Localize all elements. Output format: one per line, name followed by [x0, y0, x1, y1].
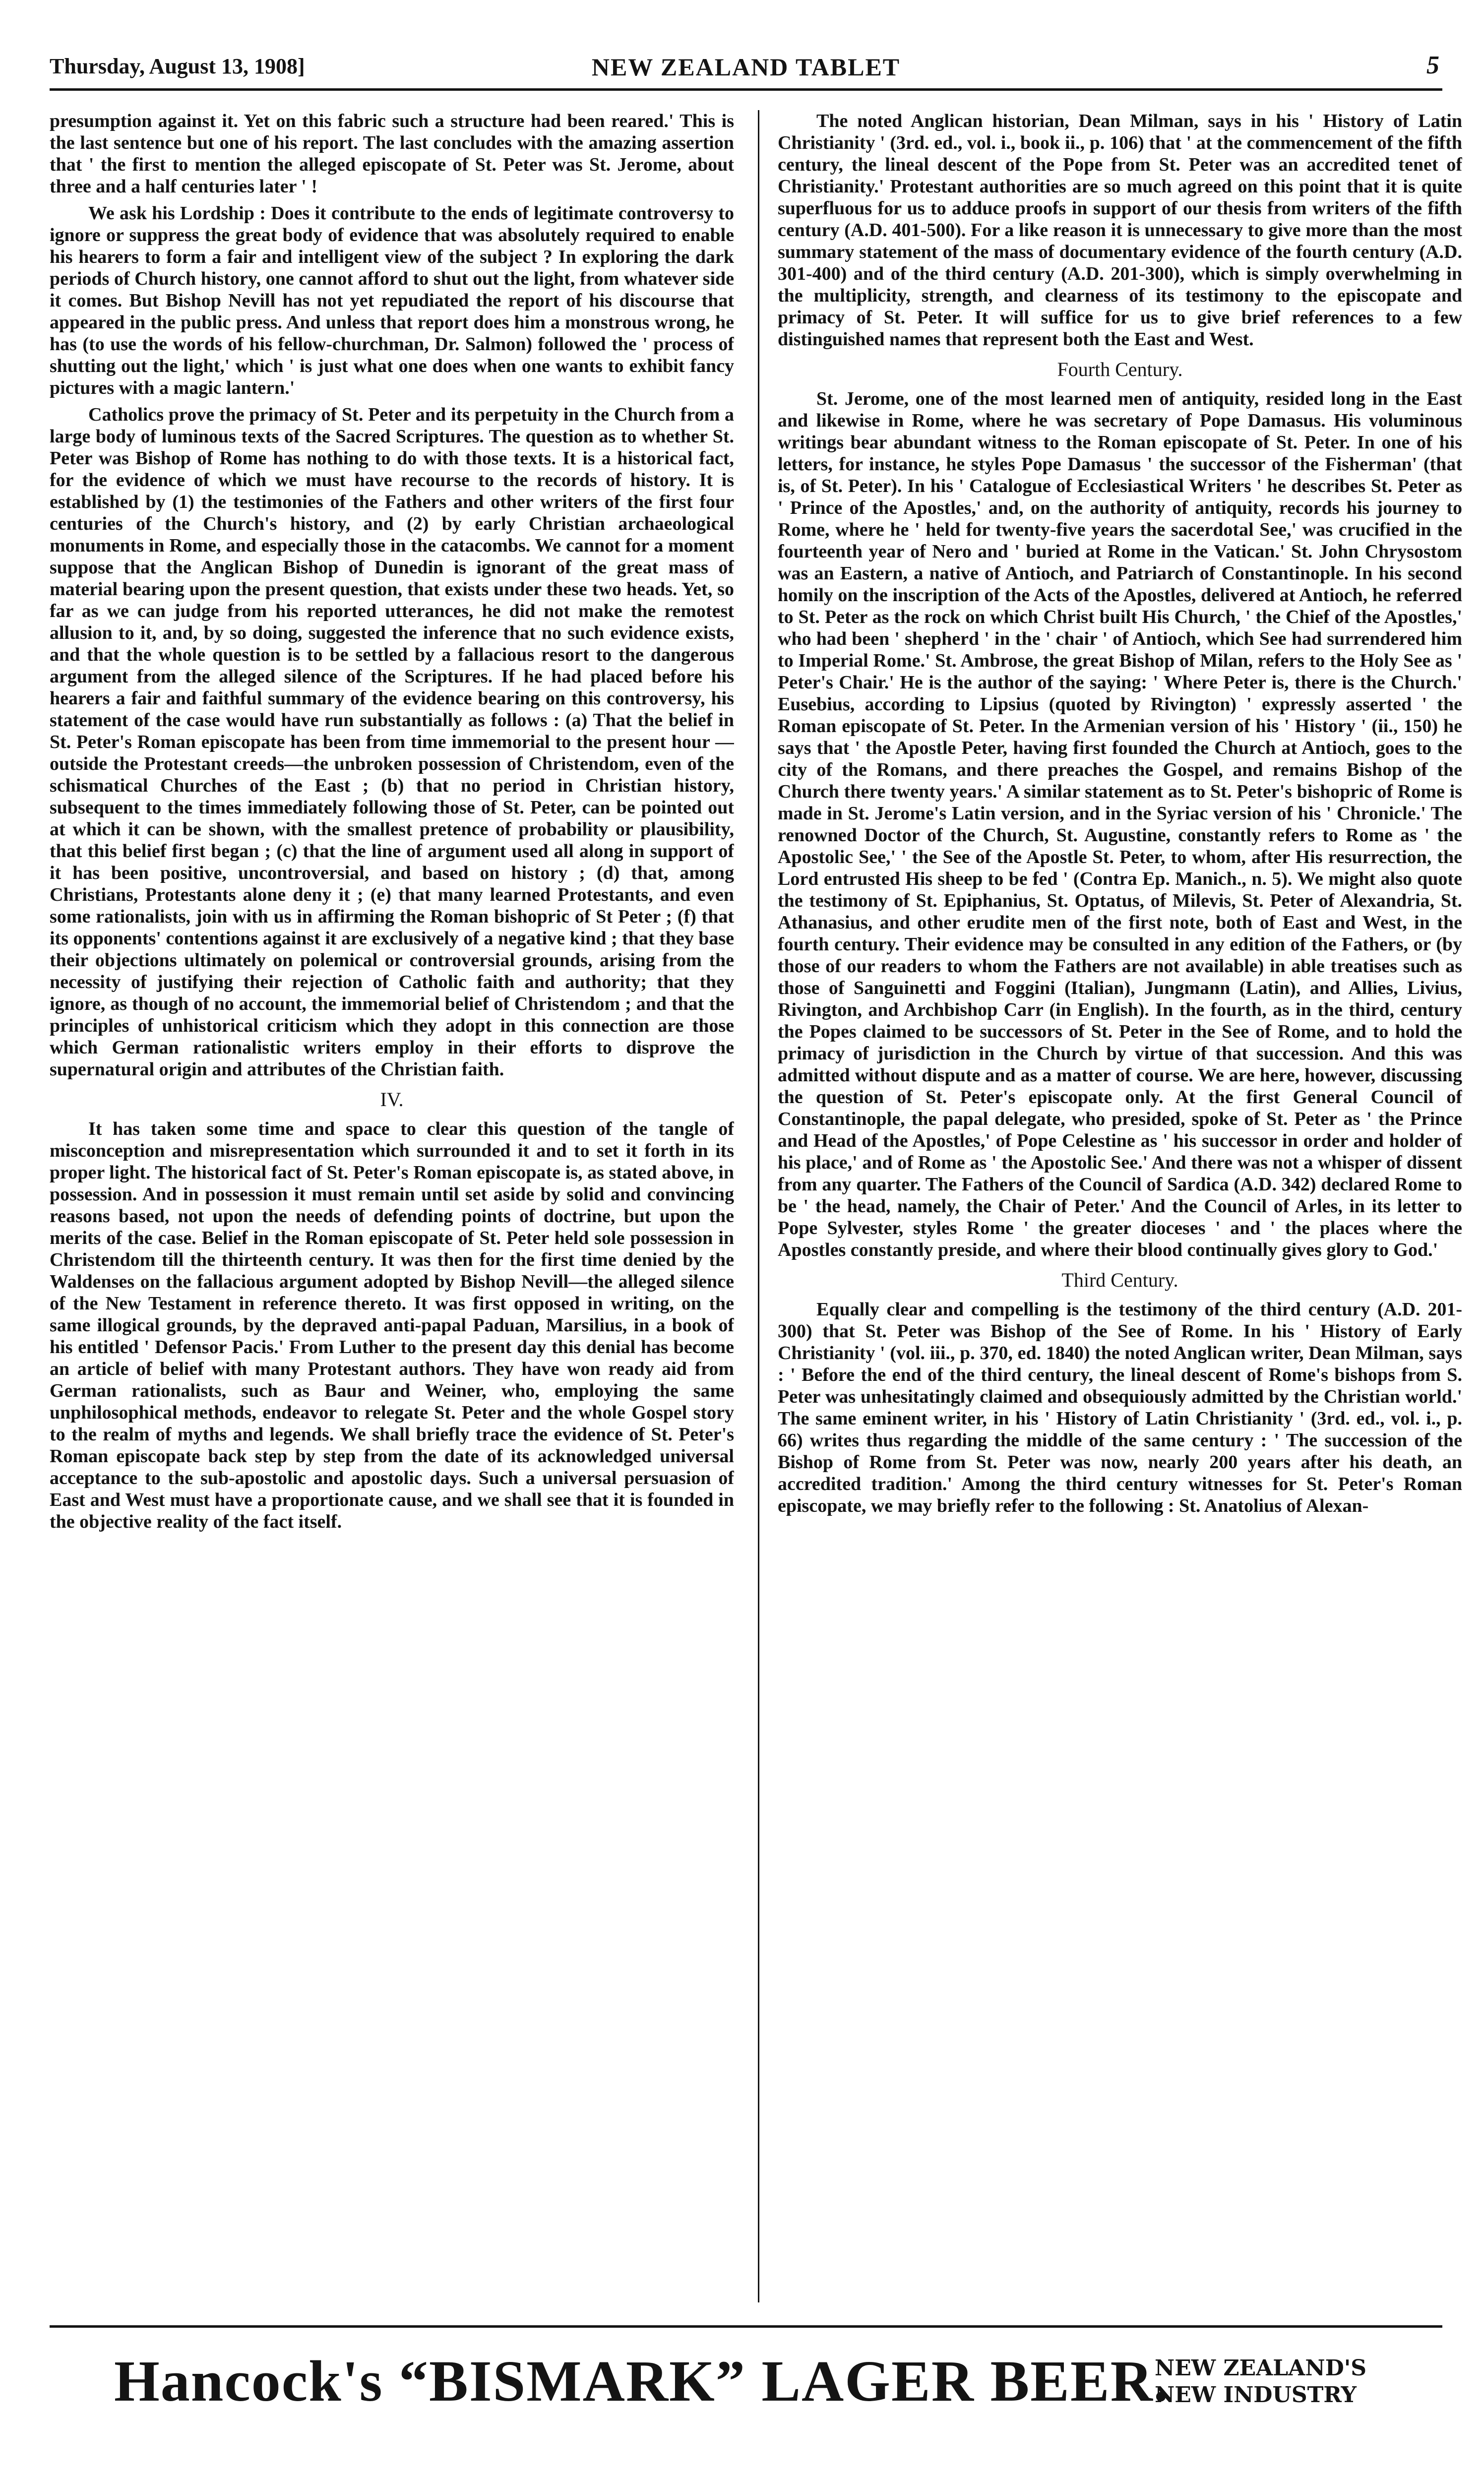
page-number: 5 — [1426, 51, 1439, 79]
section-heading: Fourth Century. — [1057, 358, 1183, 380]
paragraph: Equally clear and compelling is the testimony of the third century (A.D. 201-300) that St. Peter was Bishop of the See of Rome. In his ' History of Early Christianity ' (vol. iii., p. 370, ed. 1840) the noted Anglican writer, Dean Milman, says : ' Before the end of the third century, the lineal descent of Rome's bishops from S. Peter was unhesitatingly claimed and obsequiously admitted by the Christian world.' The same eminent writer, in his ' History of Latin Christianity ' (3rd. ed., vol. i., p. 66) writes thus regarding the middle of the same century : ' The succession of the Bishop of Rome from St. Peter was now, nearly 200 years after his death, an accredited tradition.' Among the third century witnesses for St. Peter's Roman episcopate, we may briefly refer to the following : St. Anatolius of Alexan- — [778, 1299, 1462, 1516]
advertisement-banner — [50, 2340, 1442, 2429]
tagline-line: NEW INDUSTRY — [1155, 2382, 1357, 2408]
column-divider — [758, 110, 759, 2302]
paragraph: It has taken some time and space to clear this question of the tangle of misconception and misrepresentation which surrounded it and to set it forth in its proper light. The historical fact of St. Peter's Roman episcopate is, as stated above, in possession. And in possession it must remain until set aside by solid and convincing reasons based, not upon the needs of defending points of doctrine, but upon the merits of the case. Belief in the Roman episcopate of St. Peter held sole possession in Christendom till the thirteenth century. It was then for the first time denied by the Waldenses on the fallacious argument adopted by Bishop Nevill—the alleged silence of the New Testament in reference thereto. It was first opposed in writing, on the same illogical grounds, by the depraved anti-papal Paduan, Marsilius, in a book of his entitled ' Defensor Pacis.' From Luther to the present day this denial has become an article of belief with many Protestant authors. They have won ready aid from German rationalists, such as Baur and Weiner, who, employing the same unphilosophical methods, endeavor to relegate St. Peter and the whole Gospel story to the realm of myths and legends. We shall briefly trace the evidence of St. Peter's Roman episcopate back step by step from the date of its acknowledged universal acceptance to the sub-apostolic and apostolic days. Such a universal persuasion of East and West must have a proportionate cause, and we shall see that it is founded in the objective reality of the fact itself. — [50, 1118, 734, 1532]
advertisement-text: Hancock's “BISMARK” LAGER BEER. — [114, 2349, 1170, 2414]
right-column — [778, 110, 1462, 2302]
paragraph: The noted Anglican historian, Dean Milman, says in his ' History of Latin Christianity ' (3rd. ed., vol. i., book ii., p. 106) that ' at the commencement of the fifth century, the lineal descent of the Pope from St. Peter was an accredited tenet of Christianity.' Protestant authorities are so much agreed on this point that it is quite superfluous for us to adduce proofs in support of our thesis from writers of the fifth century (A.D. 401-500). For a like reason it is unnecessary to give more than the most summary statement of the mass of documentary evidence of the fourth century (A.D. 301-400) and of the third century (A.D. 201-300), which is simply overwhelming in the multiplicity, strength, and clearness of its testimony to the episcopate and primacy of St. Peter. It will suffice for us to give brief references to a few distinguished names that represent both the East and West. — [778, 111, 1462, 350]
paragraph: We ask his Lordship : Does it contribute to the ends of legitimate controversy to ignore or suppress the great body of evidence that was absolutely required to enable his hearers to form a fair and intelligent view of the subject ? In exploring the dark periods of Church history, one cannot afford to shut out the light, from whatever side it comes. But Bishop Nevill has not yet repudiated the report of his discourse that appeared in the public press. And unless that report does him a monstrous wrong, he has (to use the words of his fellow-churchman, Dr. Salmon) followed the ' process of shutting out the light,' which ' is just what one does when one wants to exhibit fancy pictures with a magic lantern.' — [50, 203, 734, 398]
paragraph: St. Jerome, one of the most learned men of antiquity, resided long in the East and likewise in Rome, where he was secretary of Pope Damasus. His voluminous writings bear abundant witness to the Roman episcopate of St. Peter. In one of his letters, for instance, he styles Pope Damasus ' the successor of the Fisherman' (that is, of St. Peter). In his ' Catalogue of Ecclesiastical Writers ' he describes St. Peter as ' Prince of the Apostles,' and, on the authority of antiquity, records his journey to Rome, where he ' held for twenty-five years the sacerdotal See,' was crucified in the fourteenth year of Nero and ' buried at Rome in the Vatican.' St. John Chrysostom was an Eastern, a native of Antioch, and Patriarch of Constantinople. In his second homily on the inscription of the Acts of the Apostles, delivered at Antioch, he referred to St. Peter as the rock on which Christ built His Church, ' the Chief of the Apostles,' who had been ' shepherd ' in the ' chair ' of Antioch, which See had surrendered him to Imperial Rome.' St. Ambrose, the great Bishop of Milan, refers to the Holy See as ' Peter's Chair.' He is the author of the saying: ' Where Peter is, there is the Church.' Eusebius, according to Lipsius (quoted by Rivington) ' expressly asserted ' the Roman episcopate of St. Peter. In the Armenian version of his ' History ' (ii., 150) he says that ' the Apostle Peter, having first founded the Church at Antioch, goes to the city of the Romans, and there preaches the Gospel, and remains Bishop of the Church there twenty years.' A similar statement as to St. Peter's bishopric of Rome is made in St. Jerome's Latin version, and in the Syriac version of his ' Chronicle.' The renowned Doctor of the Church, St. Augustine, constantly refers to Rome as ' the Apostolic See,' ' the See of the Apostle St. Peter, to whom, after His resurrection, the Lord entrusted His sheep to be fed ' (Contra Ep. Manich., n. 5). We might also quote the testimony of St. Epiphanius, St. Optatus, of Milevis, St. Peter of Alexandria, St. Athanasius, and other erudite men of the first note, both of East and West, in the fourth century. Their evidence may be consulted in any edition of the Fathers, or (by those of our readers to whom the Fathers are not available) in able treatises such as those of Sanguinetti and Foggini (Italian), Jungmann (Latin), and Allies, Livius, Rivington, and Archbishop Carr (in English). In the fourth, as in the third, century the Popes claimed to be successors of St. Peter in the See of Rome, and to hold the primacy of jurisdiction in the Church by virtue of that succession. And this was admitted without dispute and as a matter of course. We are here, however, discussing the question of St. Peter's episcopate only. At the first General Council of Constantinople, the papal delegate, who presided, spoke of St. Peter as ' the Prince and Head of the Apostles,' of Pope Celestine as ' his successor in order and holder of his place,' and of Rome as ' the Apostolic See.' And there was not a whisper of dissent from any quarter. The Fathers of the Council of Sardica (A.D. 342) declared Rome to be ' the head, namely, the Chair of Peter.' And the Council of Arles, in its letter to Pope Sylvester, styles Rome ' the greater dioceses ' and ' the places where the Apostles constantly preside, and where their blood continually gives glory to God.' — [778, 388, 1462, 1260]
section-heading: Third Century. — [1061, 1269, 1178, 1291]
footer-rule — [50, 2325, 1442, 2328]
left-column — [50, 110, 734, 2302]
paragraph: Catholics prove the primacy of St. Peter and its perpetuity in the Church from a large body of luminous texts of the Sacred Scriptures. The question as to whether St. Peter was Bishop of Rome has nothing to do with those texts. It is a historical fact, for the evidence of which we must have recourse to the records of history. It is established by (1) the testimonies of the Fathers and other writers of the first four centuries of the Church's history, and (2) by early Christian archaeological monuments in Rome, and especially those in the catacombs. We cannot for a moment suppose that the Anglican Bishop of Dunedin is ignorant of the great mass of material bearing upon the present question, that exists under these two heads. Yet, so far as we can judge from his reported utterances, he did not make the remotest allusion to it, and, by so doing, suggested the inference that no such evidence exists, and that the whole question is to be settled by a fallacious resort to the dangerous argument from the alleged silence of the Scriptures. If he had placed before his hearers a fair and faithful summary of the evidence bearing on this controversy, his statement of the case would have run substantially as follows : (a) That the belief in St. Peter's Roman episcopate has been from time immemorial to the present hour —outside the Protestant creeds—the unbroken possession of Christendom, even of the schismatical Churches of the East ; (b) that no period in Christian history, subsequent to the times immediately following those of St. Peter, can be pointed out at which it can be shown, with the smallest pretence of probability or plausibility, that this belief first began ; (c) that the line of argument used all along in support of it has been positive, uncontroversial, and based on history ; (d) that, among Christians, Protestants alone deny it ; (e) that many learned Protestants, and even some rationalists, join with us in affirming the Roman bishopric of St Peter ; (f) that its opponents' contentions against it are exclusively of a negative kind ; that they base their objections ultimately on polemical or controversial grounds, arising from the necessity of justifying their rejection of Catholic faith and authority; that they ignore, as though of no account, the immemorial belief of Christendom ; and that the principles of unhistorical criticism which they adopt in this connection are those which German rationalistic writers employ in their efforts to disprove the supernatural origin and attributes of the Christian faith. — [50, 404, 734, 1080]
tagline-line: NEW ZEALAND'S — [1155, 2356, 1366, 2381]
masthead-title: NEW ZEALAND TABLET — [591, 53, 901, 81]
header-rule — [50, 88, 1442, 91]
issue-date: Thursday, August 13, 1908] — [50, 54, 305, 78]
section-heading: IV. — [380, 1088, 404, 1111]
advertisement-tagline — [1155, 2355, 1366, 2409]
paragraph: presumption against it. Yet on this fabric such a structure had been reared.' This is the last sentence but one of his report. The last concludes with the amazing assertion that ' the first to mention the alleged episcopate of St. Peter was St. Jerome, about three and a half centuries later ' ! — [50, 111, 734, 197]
page-header — [50, 50, 1442, 89]
